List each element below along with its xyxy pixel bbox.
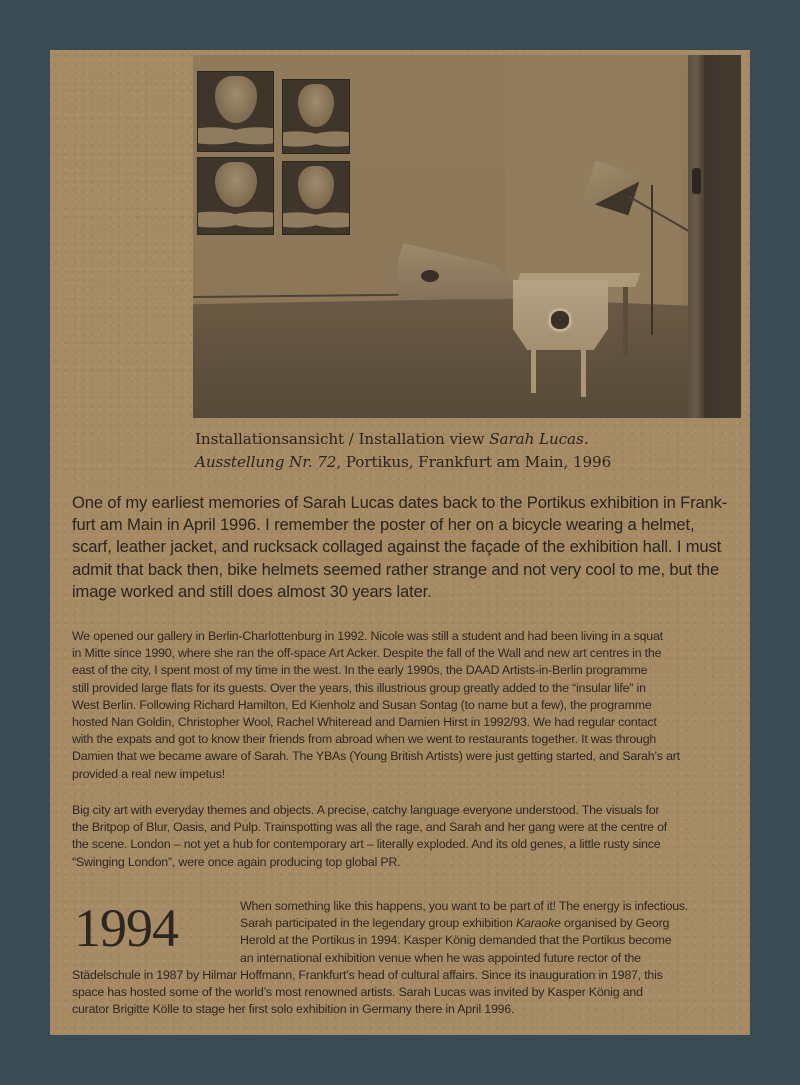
photo-table-leg — [623, 287, 628, 357]
body-line: still provided large flats for its guests. Over the years, this illustrious group greatly added to the “insular life” in — [72, 680, 646, 695]
lead-line: furt am Main in April 1996. I remember the poster of her on a bicycle wearing a helmet, — [72, 515, 695, 535]
body-line: provided a real new impetus! — [72, 766, 225, 781]
body-line: When something like this happens, you want to be part of it! The energy is infectious. — [240, 899, 689, 913]
lead-line: scarf, leather jacket, and rucksack collaged against the façade of the exhibition hall. I must — [72, 537, 722, 557]
body-paragraph-3 — [72, 898, 742, 1018]
body-line: an international exhibition venue when he was appointed future rector of the — [240, 950, 641, 965]
body-line: Damien that we became aware of Sarah. The YBAs (Young British Artists) were just getting started, and Sarah’s art — [72, 749, 680, 764]
body-line: east of the city, I spent most of my time in the west. In the early 1990s, the DAAD Artists-in-Berlin programme — [72, 663, 648, 678]
lead-line: image worked and still does almost 30 years later. — [72, 581, 432, 601]
photo-table-leg — [581, 345, 586, 397]
lead-paragraph — [72, 492, 742, 603]
photo-lamp-stand — [651, 185, 653, 335]
lead-line: admit that back then, bike helmets seemed rather strange and not very cool to me, but the — [72, 559, 720, 579]
body-line: Big city art with everyday themes and objects. A precise, catchy language everyone understood. The visuals for — [72, 803, 660, 817]
body-line: We opened our gallery in Berlin-Charlottenburg in 1992. Nicole was still a student and had been living in a squat — [72, 629, 663, 643]
body-line: the scene. London – not yet a hub for contemporary art – literally exploded. And its old genes, a little rusty since — [72, 837, 661, 852]
photo-frame-1 — [197, 71, 274, 152]
book-page — [50, 50, 750, 1035]
body-line: space has hosted some of the world’s most renowned artists. Sarah Lucas was invited by Kasper König and — [72, 985, 643, 1000]
body-paragraph-1 — [72, 628, 742, 783]
photo-table-leg — [531, 345, 536, 393]
body-line: curator Brigitte Kölle to stage her first solo exhibition in Germany there in April 1996. — [72, 1002, 515, 1017]
photo-tshirt-hole — [551, 311, 569, 329]
photo-doorframe — [688, 55, 704, 418]
photo-frame-2 — [282, 79, 350, 154]
body-line: hosted Nan Goldin, Christopher Wool, Rachel Whiteread and Damien Hirst in 1992/93. We had regular contact — [72, 715, 657, 730]
section-year-heading: 1994 — [74, 898, 178, 958]
body-paragraph-2 — [72, 802, 742, 871]
body-line: the Britpop of Blur, Oasis, and Pulp. Trainspotting was all the rage, and Sarah and her gang were at the centre of — [72, 820, 668, 835]
installation-photo — [193, 55, 741, 418]
photo-frame-3 — [197, 157, 274, 235]
photo-mattress-object — [421, 270, 439, 282]
caption-line-2: Ausstellung Nr. 72, Portikus, Frankfurt am Main, 1996 — [195, 453, 612, 471]
photo-caption — [195, 428, 611, 474]
lead-line: One of my earliest memories of Sarah Lucas dates back to the Portikus exhibition in Frank- — [72, 493, 728, 512]
body-line: with the expats and got to know their friends from abroad when we went to restaurants together. It was through — [72, 732, 657, 747]
body-line: in Mitte since 1990, where she ran the off-space Art Acker. Despite the fall of the Wall and new art centres in the — [72, 646, 662, 661]
exhibition-title: Karaoke — [515, 916, 561, 931]
photo-door-hinge — [692, 168, 701, 194]
photo-frame-4 — [282, 161, 350, 235]
body-line: West Berlin. Following Richard Hamilton, Ed Kienholz and Susan Sontag (to name but a few), the programme — [72, 697, 652, 712]
body-line: Städelschule in 1987 by Hilmar Hoffmann, Frankfurt’s head of cultural affairs. Since its inauguration in 1987, this — [72, 967, 663, 982]
photo-floor — [193, 298, 741, 418]
body-line: Herold at the Portikus in 1994. Kasper König demanded that the Portikus become — [240, 933, 672, 948]
photo-doorway — [704, 55, 741, 418]
body-line: “Swinging London”, were once again producing top global PR. — [72, 854, 401, 869]
body-line: Sarah participated in the legendary group exhibition Karaoke organised by Georg — [240, 916, 670, 931]
caption-line-1: Installationsansicht / Installation view Sarah Lucas. — [195, 430, 589, 448]
